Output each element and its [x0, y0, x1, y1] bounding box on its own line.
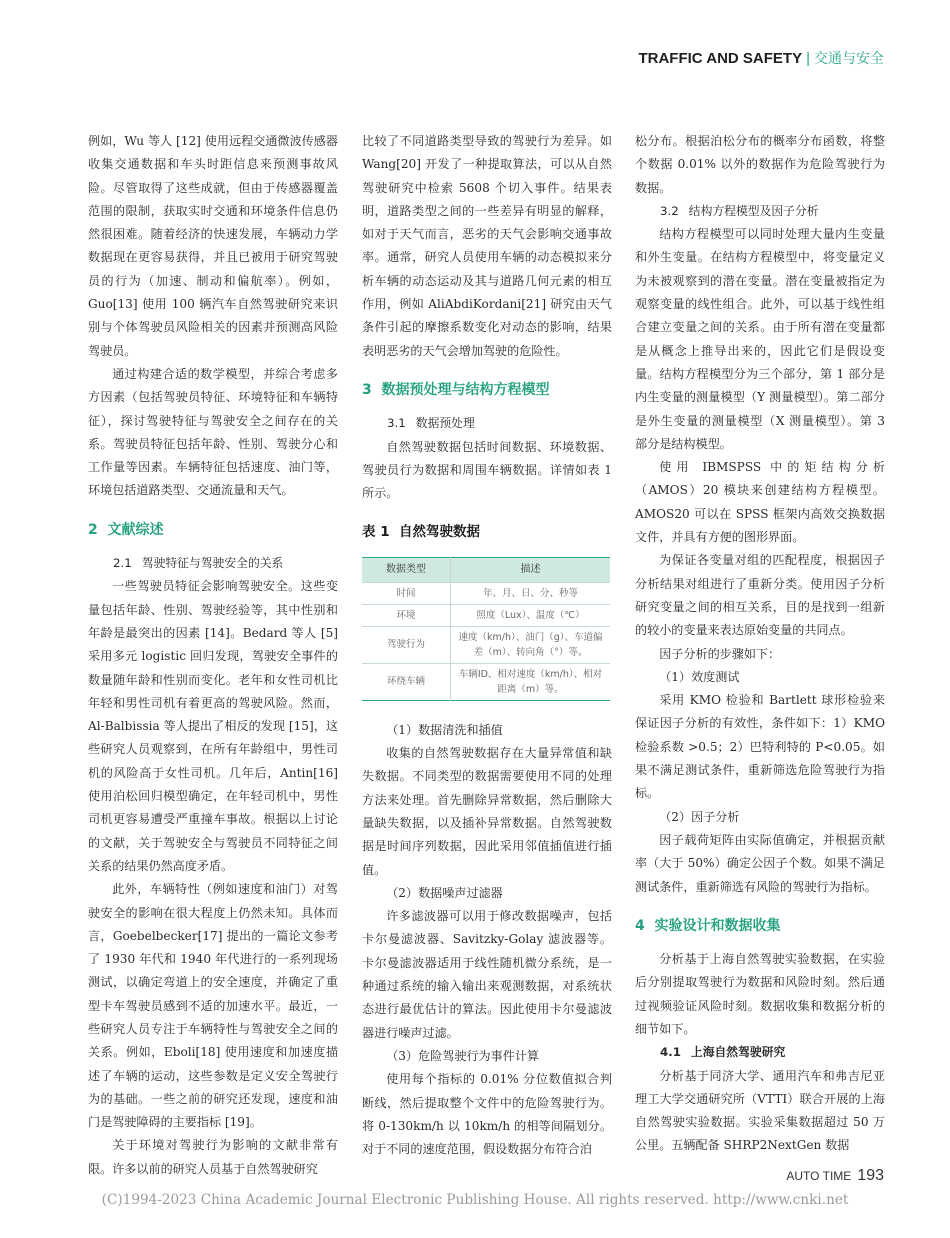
- section-heading-3: [362, 379, 612, 402]
- list-item-heading: （1）数据清洗和插值: [386, 722, 503, 737]
- table-row: [362, 582, 610, 604]
- paragraph: 因子载荷矩阵由实际值确定，并根据贡献率（大于 50%）确定公因子个数。如果不满足测试条件，重新筛选有风险的驾驶行为指标。: [635, 832, 885, 894]
- subsection-title: 数据预处理: [415, 416, 475, 431]
- table-row: [362, 626, 610, 663]
- paragraph: 比较了不同道路类型导致的驾驶行为差异。如 Wang[20] 开发了一种提取算法，可以从自然驾驶研究中检索 5608 个切入事件。结果表明，道路类型之间的一些差异有明显的解释，如对于天气而言，恶劣的天气会影响交通事故率。通常，研究人员使用车辆的动态模拟来分析车辆的动态运动及其与道路几何元素的相互作用，例如 AliAbdiKordani[21] 研究由天气条件引起的摩擦系数变化对动态的影响，结果表明恶劣的天气会增加驾驶的危险性。: [362, 134, 612, 358]
- table-header-row: [362, 557, 610, 582]
- paragraph: 收集的自然驾驶数据存在大量异常值和缺失数据。不同类型的数据需要使用不同的处理方法来处理。首先删除异常数据，然后删除大量缺失数据，以及插补异常数据。自然驾驶数据是时间序列数据，因此采用邻值插值进行插值。: [362, 746, 612, 877]
- subsection-number: 4.1: [660, 1045, 681, 1060]
- subsection-heading-4-1: [635, 1041, 885, 1064]
- table-cell: 车辆ID、相对速度（km/h）、相对距离（m）等。: [451, 663, 611, 700]
- paragraph: 结构方程模型可以同时处理大量内生变量和外生变量。在结构方程模型中，将变量定义为未被观察到的潜在变量。潜在变量被指定为观察变量的线性组合。此外，可以基于线性组合建立变量之间的关系。由于所有潜在变量都是从概念上推导出来的，因此它们是假设变量。结构方程模型分为三个部分，第 1 部分是内生变量的测量模型（Y 测量模型）。第二部分是外生变量的测量模型（X 测量模型）。第 3 部分是结构模型。: [635, 227, 885, 451]
- copyright-line: (C)1994-2023 China Academic Journal Electronic Publishing House. All rights reserved. http://www.cnki.net: [101, 1192, 849, 1208]
- list-item-heading: （1）效度测试: [659, 669, 740, 684]
- paragraph: 使用 IBMSPSS 中的矩结构分析（AMOS）20 模块来创建结构方程模型。AMOS20 可以在 SPSS 框架内高效交换数据文件，并具有方便的图形界面。: [635, 460, 885, 545]
- paragraph: 采用 KMO 检验和 Bartlett 球形检验来保证因子分析的有效性，条件如下：1）KMO 检验系数 >0.5；2）巴特利特的 P<0.05。如果不满足测试条件，重新筛选危险驾驶行为指标。: [635, 693, 885, 801]
- paragraph: 使用每个指标的 0.01% 分位数值拟合判断线，然后提取整个文件中的危险驾驶行为。将 0-130km/h 以 10km/h 的相等间隔划分。对于不同的速度范围，假设数据分布符合泊: [362, 1072, 612, 1157]
- journal-title-cn: 交通与安全: [814, 51, 884, 67]
- subsection-number: 3.1: [387, 416, 406, 431]
- table-cell: 速度（km/h）、油门（g）、车道偏差（m）、转向角（°）等。: [451, 626, 611, 663]
- paragraph: 此外，车辆特性（例如速度和油门）对驾驶安全的影响在很大程度上仍然未知。具体而言，Goebelbecker[17] 提出的一篇论文参考了 1930 年代和 1940 年代进行的一系列现场测试，以确定弯道上的安全速度，并确定了重型卡车驾驶员感到不适的加速水平。最近，一些研究人员专注于车辆特性与驾驶安全之间的关系。例如，Eboli[18] 使用速度和加速度描述了车辆的运动，这些参数是定义安全驾驶行为的基础。一些之前的研究还发现，速度和油门是驾驶障碍的主要指标 [19]。: [88, 882, 338, 1130]
- journal-title-en: TRAFFIC AND SAFETY: [638, 50, 803, 67]
- table-caption: [362, 521, 612, 544]
- list-item-heading: （3）危险驾驶行为事件计算: [386, 1048, 540, 1063]
- table-cell: 驾驶行为: [362, 626, 451, 663]
- paragraph: 例如，Wu 等人 [12] 使用远程交通微波传感器收集交通数据和车头时距信息来预测事故风险。尽管取得了这些成就，但由于传感器覆盖范围的限制，获取实时交通和环境条件信息仍然很困难。随着经济的快速发展，车辆动力学数据现在更容易获得，并且已被用于研究驾驶员的行为（加速、制动和偏航率）。例如，Guo[13] 使用 100 辆汽车自然驾驶研究来识别与个体驾驶员风险相关的因素并预测高风险驾驶员。: [88, 134, 338, 358]
- paragraph: 分析基于同济大学、通用汽车和弗吉尼亚理工大学交通研究所（VTTI）联合开展的上海自然驾驶实验数据。实验采集数据超过 50 万公里。五辆配备 SHRP2NextGen 数据: [635, 1068, 885, 1153]
- table-row: [362, 663, 610, 700]
- table-header-cell: 描述: [451, 557, 611, 582]
- subsection-heading-2-1: [88, 552, 338, 575]
- page-footer: [786, 1167, 884, 1185]
- list-item-heading: （2）因子分析: [659, 809, 740, 824]
- subsection-title: 结构方程模型及因子分析: [688, 203, 819, 218]
- footer-journal: AUTO TIME: [786, 1169, 852, 1183]
- section-heading-2: [88, 519, 338, 542]
- section-title: 文献综述: [107, 521, 164, 538]
- paragraph: 关于环境对驾驶行为影响的文献非常有限。许多以前的研究人员基于自然驾驶研究: [88, 1138, 338, 1176]
- running-header: [638, 48, 884, 68]
- table-cell: 时间: [362, 582, 451, 604]
- column-2: [362, 130, 612, 1161]
- subsection-number: 2.1: [113, 556, 132, 571]
- paragraph: 通过构建合适的数学模型，并综合考虑多方因素（包括驾驶员特征、环境特征和车辆特征），探讨驾驶特征与驾驶安全之间存在的关系。驾驶员特征包括年龄、性别、驾驶分心和工作量等因素。车辆特征包括速度、油门等，环境包括道路类型、交通流量和天气。: [88, 366, 338, 498]
- section-title: 实验设计和数据收集: [654, 917, 781, 934]
- section-number: 4: [635, 917, 645, 934]
- list-item-heading: （2）数据噪声过滤器: [386, 885, 503, 900]
- table-header-cell: 数据类型: [362, 557, 451, 582]
- table-cell: 照度（Lux）、温度（℃）: [451, 604, 611, 626]
- paragraph: 松分布。根据泊松分布的概率分布函数，将整个数据 0.01% 以外的数据作为危险驾驶行为数据。: [635, 134, 885, 195]
- subsection-heading-3-1: [362, 412, 612, 435]
- column-1: [88, 130, 338, 1181]
- paragraph: 因子分析的步骤如下：: [659, 646, 781, 661]
- section-number: 3: [362, 381, 372, 398]
- table-cell: 环境: [362, 604, 451, 626]
- subsection-heading-3-2: [635, 200, 885, 223]
- paragraph: 分析基于上海自然驾驶实验数据，在实验后分别提取驾驶行为数据和风险时刻。然后通过视频验证风险时刻。数据收集和数据分析的细节如下。: [635, 952, 885, 1036]
- subsection-title: 上海自然驾驶研究: [690, 1045, 786, 1060]
- table-row: [362, 604, 610, 626]
- paragraph: 自然驾驶数据包括时间数据、环境数据、驾驶员行为数据和周围车辆数据。详情如表 1 所示。: [362, 439, 612, 501]
- column-3: [635, 130, 885, 1158]
- section-number: 2: [88, 521, 98, 538]
- table-number: 表 1: [362, 524, 390, 541]
- table-title: 自然驾驶数据: [399, 524, 480, 541]
- table-cell: 环绕车辆: [362, 663, 451, 700]
- subsection-title: 驾驶特征与驾驶安全的关系: [141, 556, 284, 571]
- data-table: [362, 557, 610, 701]
- paragraph: 为保证各变量对组的匹配程度，根据因子分析结果对组进行了重新分类。使用因子分析研究变量之间的相互关系，目的是找到一组新的较小的变量来表达原始变量的共同点。: [635, 553, 885, 638]
- section-heading-4: [635, 915, 885, 938]
- section-title: 数据预处理与结构方程模型: [381, 381, 550, 398]
- table-cell: 年、月、日、分、秒等: [451, 582, 611, 604]
- paragraph: 许多滤波器可以用于修改数据噪声，包括卡尔曼滤波器、Savitzky-Golay 滤波器等。卡尔曼滤波器适用于线性随机微分系统，是一种通过系统的输入输出来观测数据，对系统状态进行最优估计的算法。因此使用卡尔曼滤波器进行噪声过滤。: [362, 909, 612, 1040]
- header-separator: |: [806, 50, 810, 67]
- subsection-number: 3.2: [660, 203, 679, 218]
- page-number: 193: [857, 1167, 884, 1184]
- paragraph: 一些驾驶员特征会影响驾驶安全。这些变量包括年龄、性别、驾驶经验等，其中性别和年龄是最突出的因素 [14]。Bedard 等人 [5] 采用多元 logistic 回归发现，驾驶安全事件的数量随年龄和性别而变化。老年和女性司机比年轻和男性司机有着更高的驾驶风险。然而，Al-Balbissia 等人提出了相反的发现 [15]，这些研究人员观察到，在所有年龄组中，男性司机的风险高于女性司机。几年后，Antin[16] 使用泊松回归模型确定，在年轻司机中，男性司机更容易遭受严重撞车事故。根据以上讨论的文献，关于驾驶安全与驾驶员不同特征之间关系的结果仍然高度矛盾。: [88, 579, 338, 873]
